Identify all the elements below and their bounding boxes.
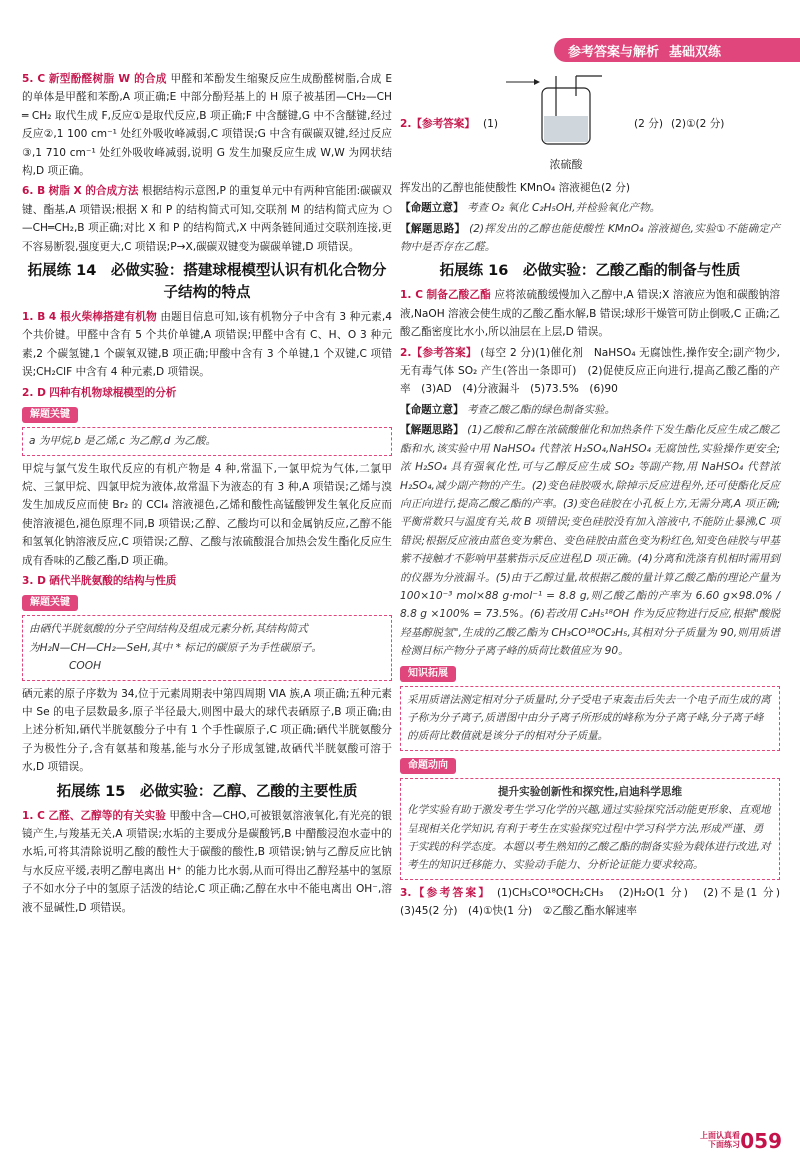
- q3-key-line1: 由硒代半胱氨酸的分子空间结构及组成元素分析,其结构简式: [29, 623, 308, 636]
- q5-text: 甲醛和苯酚发生缩聚反应生成酚醛树脂,合成 E 的单体是甲醛和苯酚,A 项正确;E 中部分酚羟基上的 H 原子被基团—CH₂—CH ═ CH₂ 取代生成 F,反应①是取代反应,B 项正确;F 中含醚键,G 中不含醚键,经过反应②,1 100 cm⁻¹ 处红外吸收峰减弱,C 项错误;G 中含有碳碳双键,经过反应③,1 710 cm⁻¹ 处红外吸收峰减弱,说明 G 发生加聚反应生成 W,W 为网状结构,D 项正确。: [22, 73, 393, 178]
- q3-block: [22, 572, 392, 590]
- q2-intent-label: 【命题立意】: [400, 202, 464, 215]
- q2-score-2: (2)①(2 分): [670, 118, 725, 131]
- q3-answer-label: 3.【参考答案】: [400, 886, 492, 899]
- q2-topic: 四种有机物球棍模型的分析: [49, 386, 177, 399]
- q1b-text: 甲酸中含—CHO,可被银氨溶液氧化,有光亮的银镜产生,与羧基无关,A 项错误;水垢的主要成分是碳酸钙,B 中醋酸浸泡水壶中的水垢,可将其清除说明乙酸的酸性大于碳酸的酸性,B 项错误;钠与乙醇反应比钠与水反应平缓,表明乙醇电离出 H⁺ 的能力比水弱,从而可得出乙醇羟基中的氢原子不如水分子中的氢原子活泼的结论,C 项正确;乙醇在水中不能电离出 OH⁻,溶液不显碱性,D 项错误。: [22, 809, 393, 914]
- q2r-intent-block: [400, 401, 780, 419]
- q6-text: 根据结构示意图,P 的重复单元中有两种官能团:碳碳双键、酯基,A 项错误;根据 X 和 P 的结构简式可知,交联剂 M 的结构简式应为 ⬡—CH═CH₂,B 项正确;对比 X 和 P 的结构简式,X 中两条链间通过交联剂连接,更不容易断裂,强度更大,C 项错误;P→X,碳碳双键变为碳碳单键,D 项错误。: [22, 185, 392, 253]
- q1c-text: 应将浓硫酸缓慢加入乙醇中,A 错误;X 溶液应为饱和碳酸钠溶液,NaOH 溶液会使生成的乙酸乙酯水解,B 错误;球形干燥管可防止倒吸,C 正确;乙酸乙酯密度比水小,所以油层在上层,D 错误。: [400, 289, 780, 339]
- left-column: [22, 70, 392, 919]
- q1b-number: 1. C: [22, 809, 45, 822]
- right-column: [400, 70, 791, 923]
- q2r-block: [400, 344, 780, 399]
- q5-block: [22, 70, 392, 180]
- section-15-title: 拓展练 15 必做实验：乙醇、乙酸的主要性质: [56, 783, 358, 800]
- q3-answer-text: (1)CH₃CO¹⁸OCH₂CH₃ (2)H₂O(1 分) (2)不是(1 分) (3)45(2 分) (4)①快(1 分) ②乙酸乙酯水解速率: [400, 886, 791, 918]
- header-title: 参考答案与解析: [568, 44, 660, 60]
- q6-topic: 树脂 X 的合成方法: [48, 185, 139, 198]
- q2-score-1: (2 分): [633, 118, 663, 131]
- q3-number: 3. D: [22, 574, 46, 587]
- q2-answer-label: 2.【参考答案】: [400, 118, 475, 131]
- q3-text: 硒元素的原子序数为 34,位于元素周期表中第四周期 ⅥA 族,A 项正确;五种元素中 Se 的电子层数最多,原子半径最大,则图中最大的球代表硒原子,B 项正确;由上述分析知,硒代半胱氨酸分子中有 1 个手性碳原子,C 项正确;硒代半胱氨酸分子为极性分子,含有氨基和羧基,能与水分子形成氢键,故硒代半胱氨酸可溶于水,D 项错误。: [22, 687, 392, 774]
- q2-number: 2. D: [22, 386, 46, 399]
- trend-heading: 提升实验创新性和探究性,启迪科学思维: [497, 785, 683, 798]
- q1c-block: [400, 286, 780, 341]
- q1c-topic: 制备乙酸乙酯: [426, 289, 491, 302]
- q2-block: [22, 384, 392, 402]
- q2-key-tag: 解题关键: [22, 407, 78, 423]
- q2-answer-text-2: 挥发出的乙醇也能使酸性 KMnO₄ 溶液褪色(2 分): [400, 181, 630, 194]
- q2-analysis-block: [400, 220, 780, 257]
- trend-tag: 命题动向: [400, 758, 456, 774]
- footer-slogan: [700, 1131, 740, 1149]
- q2-answer-row: [400, 74, 780, 175]
- q6-block: [22, 182, 392, 256]
- q1-topic: 4 根火柴棒搭建有机物: [48, 311, 157, 324]
- trend-box: [400, 778, 780, 880]
- gas-washing-bottle-figure: [506, 74, 626, 175]
- q6-number: 6. B: [22, 185, 46, 198]
- q3-key-box: [22, 615, 392, 680]
- q1-block: [22, 308, 392, 382]
- q2-analysis-label: 【解题思路】: [400, 222, 466, 235]
- q2-text: 甲烷与氯气发生取代反应的有机产物是 4 种,常温下,一氯甲烷为气体,二氯甲烷、三氯甲烷、四氯甲烷为液体,故常温下为液态的有 3 种,A 项错误;乙烯与溴发生加成反应而使 Br₂ 的 CCl₄ 溶液褪色,乙烯和酸性高锰酸钾发生氧化反应而使溶液褪色,褪色原理不同,B 项错误;乙醇、乙酸均可以和金属钠反应,乙醇不能和氢氧化钠溶液反应,C 项错误;乙醇、乙酸与浓硫酸混合加热会发生酯化反应生成有香味的乙酸乙酯,D 项正确。: [22, 462, 392, 567]
- page-number: 059: [740, 1129, 782, 1153]
- header-subtitle: 基础双练: [669, 44, 722, 60]
- q5-topic: 新型酚醛树脂 W 的合成: [48, 73, 167, 85]
- q3-key-tag: 解题关键: [22, 595, 78, 611]
- q2r-intent-text: 考查乙酸乙酯的绿色制备实验。: [466, 403, 616, 416]
- q2-intent-block: [400, 199, 780, 217]
- page-header: [554, 38, 800, 62]
- q3-answer-block: [400, 884, 791, 921]
- q1-number: 1. B: [22, 311, 46, 324]
- q2-answer-text: (1): [482, 118, 498, 131]
- q3-formula: 为H₂N—CH—CH₂—SeH,其中 * 标记的碳原子为手性碳原子。: [29, 641, 322, 654]
- q1b-block: [22, 807, 392, 917]
- q3-formula-cooh: COOH: [69, 660, 102, 673]
- knowledge-tag: 知识拓展: [400, 666, 456, 682]
- section-14-title: 拓展练 14 必做实验：搭建球棍模型认识有机化合物分子结构的特点: [27, 263, 387, 302]
- figure-label: 浓硫酸: [549, 158, 583, 172]
- q2-key-box: a 为甲烷,b 是乙烯,c 为乙醇,d 为乙酸。: [22, 427, 392, 455]
- q2r-intent-label: 【命题立意】: [400, 403, 464, 416]
- section-16-title: 拓展练 16 必做实验：乙酸乙酯的制备与性质: [439, 263, 741, 280]
- q3-topic: 硒代半胱氨酸的结构与性质: [49, 574, 177, 587]
- q5-number: 5. C: [22, 73, 46, 85]
- q2r-text: (每空 2 分)(1)催化剂 NaHSO₄ 无腐蚀性,操作安全;副产物少,无有毒气体 SO₂ 产生(答出一条即可) (2)促使反应正向进行,提高乙酸乙酯的产率 (3)AD (4)分液漏斗 (5)73.5% (6)90: [400, 346, 781, 396]
- footer-line-2: 下面练习: [708, 1140, 740, 1149]
- knowledge-box: 采用质谱法测定相对分子质量时,分子受电子束轰击后失去一个电子而生成的离子称为分子离子,质谱图中由分子离子所形成的峰称为分子离子峰,分子离子峰的质荷比数值就是该分子的相对分子质量。: [400, 686, 780, 751]
- q2r-analysis-block: [400, 421, 780, 660]
- q1c-number: 1. C: [400, 289, 423, 302]
- q1b-topic: 乙醛、乙醇等的有关实验: [48, 809, 166, 822]
- trend-text: 化学实验有助于激发考生学习化学的兴趣,通过实验探究活动能更形象、直观地呈现相关化学知识,有利于考生在实验探究过程中学习科学方法,形成严谨、勇于实践的科学态度。本题以考生熟知的乙酸乙酯的制备实验为载体进行改进,对考生的知识迁移能力、实验动手能力、分析论证能力要求较高。: [407, 804, 771, 872]
- q2-analysis-text: (2)挥发出的乙醇也能使酸性 KMnO₄ 溶液褪色,实验①不能确定产物中是否存在乙醛。: [400, 222, 780, 254]
- footer-line-1: 上面认真看: [700, 1131, 740, 1140]
- q2r-analysis-label: 【解题思路】: [400, 424, 464, 437]
- q1-text: 由题目信息可知,该有机物分子中含有 3 种元素,4 个共价键。甲醛中含有 5 个共价单键,A 项错误;甲醛中含有 C、H、O 3 种元素,2 个碳氢键,1 个碳氧双键,B 项正确;甲酸中含有 3 个单键,1 个双键,C 项错误;CH₂ClF 中含有 4 种元素,D 项错误。: [22, 311, 393, 379]
- q2-intent-text: 考查 O₂ 氧化 C₂H₅OH,并检验氧化产物。: [466, 202, 661, 215]
- q2r-label: 2.【参考答案】: [400, 346, 477, 359]
- q2r-analysis-text: (1)乙酸和乙醇在浓硫酸催化和加热条件下发生酯化反应生成乙酸乙酯和水,该实验中用 NaHSO₄ 代替浓 H₂SO₄,NaHSO₄ 无腐蚀性,实验操作更安全;浓 H₂SO₄ 具有强氧化性,可与乙醇反应生成 SO₂ 等副产物,用 NaHSO₄ 代替浓 H₂SO₄,减少副产物的产生。(2)变色硅胶吸水,除掉示反应进程外,还可使酯化反应向正向进行,提高乙酸乙酯的产率。(3)变色硅胶在小孔板上方,无需分离,A 项正确;平衡常数只与温度有关,故 B 项错误;变色硅胶没有加入溶液中,不能防止暴沸,C 项错误;根据反应液由蓝色变为紫色、变色硅胶由蓝色变为粉红色,知变色硅胶与甲基紫不接触才不影响甲基紫指示反应进程,D 项正确。(4)分离和洗涤有机相时需用到的仪器为分液漏斗。(5)由于乙醇过量,故根据乙酸的量计算乙酸乙酯的理论产量为 100×10⁻³ mol×88 g·mol⁻¹ = 8.8 g,则乙酸乙酯的产率为 6.60 g×98.0% / 8.8 g ×100% = 73.5%。(6)若改用 C₂H₅¹⁸OH 作为反应物进行反应,根据"酸脱羟基醇脱氢",生成的乙酸乙酯为 CH₃CO¹⁸OC₂H₅,其相对分子质量为 90,则用质谱检测目标产物分子离子峰的质荷比数值应为 90。: [400, 424, 781, 658]
